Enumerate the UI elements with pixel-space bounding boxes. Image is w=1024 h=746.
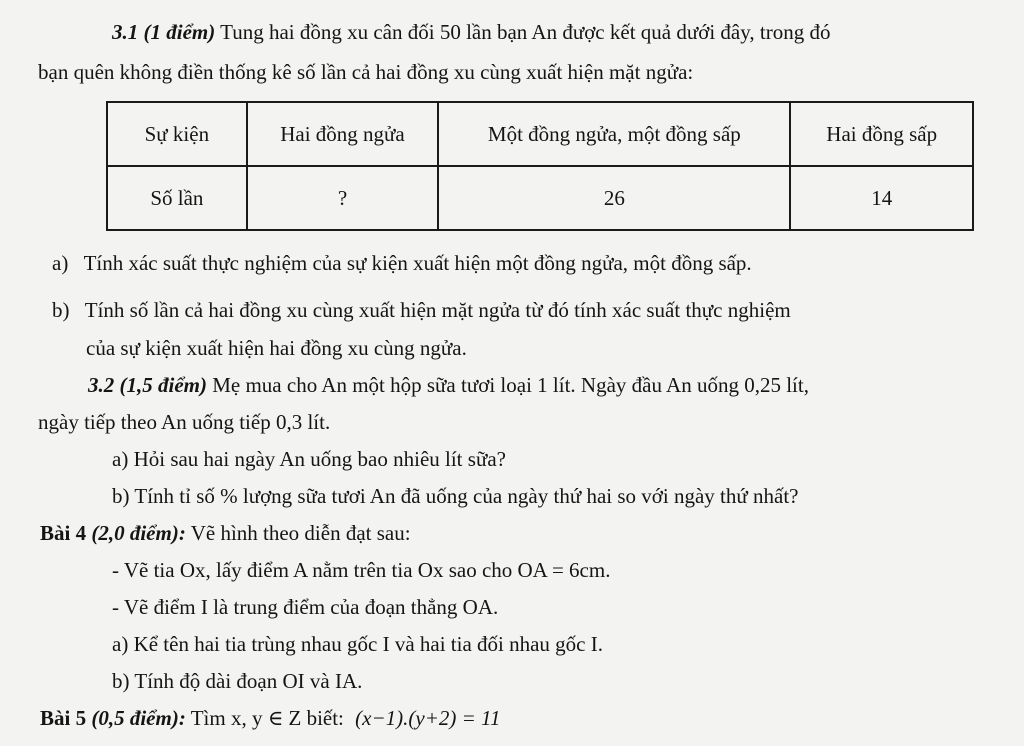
bai4-heading	[40, 520, 411, 546]
bai5-text: Tìm x, y ∈ Z biết:	[190, 706, 344, 730]
table-header-cell: Sự kiện	[107, 102, 247, 166]
table-header-cell: Một đồng ngửa, một đồng sấp	[438, 102, 790, 166]
q31-text-line1: Tung hai đồng xu cân đối 50 lần bạn An được kết quả dưới đây, trong đó	[220, 20, 831, 44]
q31-a-marker: a)	[52, 251, 69, 275]
q32-text-line1: Mẹ mua cho An một hộp sữa tươi loại 1 lít. Ngày đầu An uống 0,25 lít,	[212, 373, 809, 397]
q32-b: b) Tính tỉ số % lượng sữa tươi An đã uống của ngày thứ hai so với ngày thứ nhất?	[112, 484, 799, 508]
q31-b-marker: b)	[52, 298, 70, 322]
q31-b-text-line2: của sự kiện xuất hiện hai đồng xu cùng ngửa.	[86, 336, 467, 360]
q32-line1	[88, 372, 809, 398]
q31-label: 3.1	[112, 20, 139, 44]
bai4-step2: - Vẽ điểm I là trung điểm của đoạn thẳng OA.	[112, 595, 499, 619]
table-row	[107, 166, 973, 230]
q31-line1	[112, 19, 830, 45]
table-header-cell: Hai đồng sấp	[790, 102, 973, 166]
q31-a	[52, 250, 752, 276]
table-cell: ?	[247, 166, 439, 230]
bai4-b: b) Tính độ dài đoạn OI và IA.	[112, 669, 363, 693]
q32-a: a) Hỏi sau hai ngày An uống bao nhiêu lít sữa?	[112, 447, 506, 471]
table-header-row	[107, 102, 973, 166]
bai4-step1: - Vẽ tia Ox, lấy điểm A nằm trên tia Ox sao cho OA = 6cm.	[112, 558, 611, 582]
q31-a-text: Tính xác suất thực nghiệm của sự kiện xuất hiện một đồng ngửa, một đồng sấp.	[83, 251, 752, 275]
q32-score: (1,5 điểm)	[119, 373, 207, 397]
q32-text-line2: ngày tiếp theo An uống tiếp 0,3 lít.	[38, 410, 331, 434]
statistics-table	[106, 101, 974, 231]
q32-label: 3.2	[88, 373, 115, 397]
bai5-line	[40, 705, 500, 731]
bai4-label: Bài 4	[40, 521, 87, 545]
table-header-cell: Hai đồng ngửa	[247, 102, 439, 166]
bai4-a: a) Kể tên hai tia trùng nhau gốc I và hai tia đối nhau gốc I.	[112, 632, 603, 656]
table-cell: 14	[790, 166, 973, 230]
bai4-intro: Vẽ hình theo diễn đạt sau:	[190, 521, 411, 545]
table-cell: 26	[438, 166, 790, 230]
bai5-score: (0,5 điểm):	[91, 706, 186, 730]
q31-b	[52, 297, 791, 323]
bai5-label: Bài 5	[40, 706, 87, 730]
table-cell: Số lần	[107, 166, 247, 230]
bai4-score: (2,0 điểm):	[91, 521, 186, 545]
q31-score: (1 điểm)	[143, 20, 216, 44]
q31-text-line2: bạn quên không điền thống kê số lần cả hai đồng xu cùng xuất hiện mặt ngửa:	[38, 60, 694, 84]
bai5-equation: (x−1).(y+2) = 11	[355, 706, 501, 730]
q31-b-text-line1: Tính số lần cả hai đồng xu cùng xuất hiện mặt ngửa từ đó tính xác suất thực nghiệm	[84, 298, 791, 322]
